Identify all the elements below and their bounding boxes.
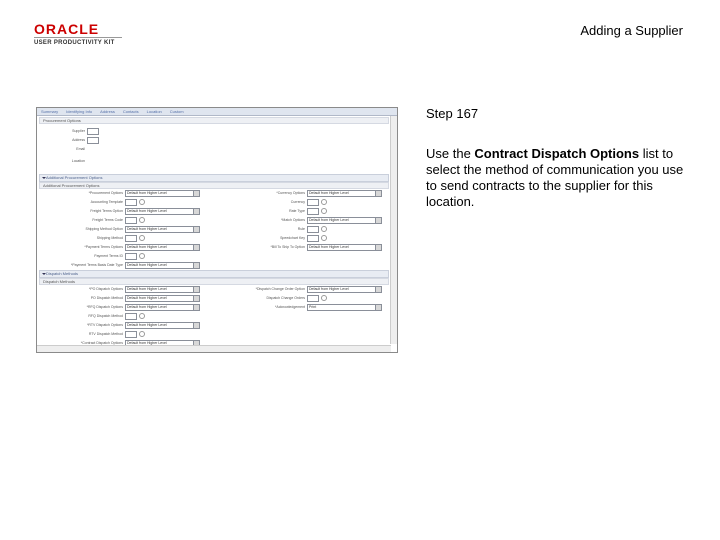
- field-label: Currency: [290, 200, 305, 204]
- section-label: Additional Procurement Options: [46, 175, 103, 180]
- field-label: RFQ Dispatch Method: [88, 314, 123, 318]
- form-row: [41, 253, 145, 259]
- text-field[interactable]: [125, 253, 137, 260]
- procurement-row-3: Email: [76, 147, 85, 151]
- dispatch-methods-bar-label: Dispatch Methods: [43, 279, 76, 284]
- section-label: Dispatch Methods: [46, 271, 79, 276]
- form-row: [41, 331, 145, 337]
- text-field[interactable]: [125, 331, 137, 338]
- dropdown-select[interactable]: Default from Higher Level: [125, 208, 200, 215]
- instruction-pre: Use the: [426, 146, 475, 161]
- screenshot-tab[interactable]: Identifying Info: [66, 109, 93, 114]
- logo-subtitle: USER PRODUCTIVITY KIT: [34, 40, 115, 46]
- field-label: Shipping Method Option: [85, 227, 123, 231]
- logo-oracle-text: ORACLE: [34, 21, 100, 37]
- lookup-icon[interactable]: [139, 217, 145, 223]
- instruction-post: list to select the method of communication you use to send contracts to the supplier for this location.: [426, 146, 684, 209]
- lookup-icon[interactable]: [321, 208, 327, 214]
- field-label: Speedchart Key: [280, 236, 305, 240]
- lookup-icon[interactable]: [321, 226, 327, 232]
- dropdown-select[interactable]: Default from Higher Level: [307, 244, 382, 251]
- dropdown-select[interactable]: Default from Higher Level: [125, 244, 200, 251]
- text-field[interactable]: [125, 313, 137, 320]
- field-label: *RFQ Dispatch Options: [86, 305, 123, 309]
- procurement-row-2: Address: [63, 137, 99, 143]
- form-row: [41, 217, 145, 223]
- field-label: *Contract Dispatch Options: [80, 341, 123, 345]
- form-row: [41, 226, 200, 232]
- lookup-icon[interactable]: [139, 199, 145, 205]
- field-label: *Payment Terms Basis Date Type: [70, 263, 123, 267]
- form-row: [41, 304, 200, 310]
- instruction-panel: [426, 106, 686, 210]
- field-label: *Match Options: [281, 218, 305, 222]
- form-row: [41, 322, 200, 328]
- procurement-row-4: Location: [71, 159, 85, 163]
- form-row: [217, 244, 382, 250]
- dropdown-select[interactable]: Default from Higher Level: [125, 226, 200, 233]
- dropdown-select[interactable]: Default from Higher Level: [125, 262, 200, 269]
- additional-procurement-options-section[interactable]: [39, 174, 389, 182]
- form-row: [41, 313, 145, 319]
- form-row: [41, 208, 200, 214]
- screenshot-tab[interactable]: Location: [146, 109, 162, 114]
- dropdown-select[interactable]: Default from Higher Level: [307, 286, 382, 293]
- form-row: [217, 226, 327, 232]
- application-screenshot: [36, 107, 398, 353]
- form-row: [217, 190, 382, 196]
- screenshot-tab[interactable]: Address: [100, 109, 115, 114]
- lookup-icon[interactable]: [321, 235, 327, 241]
- dropdown-select[interactable]: Default from Higher Level: [125, 295, 200, 302]
- field-label: Dispatch Change Orders: [266, 296, 305, 300]
- dropdown-select[interactable]: Print: [307, 304, 382, 311]
- field-label: Payment Terms ID: [94, 254, 123, 258]
- text-field[interactable]: [307, 235, 319, 242]
- step-number: Step 167: [426, 106, 479, 121]
- dropdown-select[interactable]: Default from Higher Level: [125, 322, 200, 329]
- procurement-row-1: Supplier: [63, 128, 99, 134]
- screenshot-tab-bar: [37, 108, 397, 116]
- field-label: Accounting Template: [90, 200, 123, 204]
- field-label: Freight Terms Code: [92, 218, 123, 222]
- field-label: *Acknowledgement: [275, 305, 305, 309]
- horizontal-scrollbar[interactable]: [37, 345, 391, 352]
- form-row: [217, 304, 382, 310]
- text-field[interactable]: [125, 199, 137, 206]
- text-field[interactable]: [307, 226, 319, 233]
- form-row: [41, 244, 200, 250]
- text-field[interactable]: [125, 235, 137, 242]
- lookup-icon[interactable]: [321, 295, 327, 301]
- form-row: [217, 199, 327, 205]
- form-row: [41, 190, 200, 196]
- field-label: *Procurement Options: [88, 191, 123, 195]
- field-label: *RTV Dispatch Options: [87, 323, 123, 327]
- additional-procurement-bar-label: Additional Procurement Options: [43, 183, 100, 188]
- screenshot-tab[interactable]: Custom: [169, 109, 184, 114]
- text-field[interactable]: [307, 199, 319, 206]
- form-row: [41, 235, 145, 241]
- field-label: PO Dispatch Method: [90, 296, 123, 300]
- form-row: [217, 217, 382, 223]
- dropdown-select[interactable]: Default from Higher Level: [125, 340, 200, 347]
- field-label: Rate Type: [289, 209, 305, 213]
- procurement-options-bar-label: Procurement Options: [43, 118, 81, 123]
- form-row: [217, 286, 382, 292]
- field-label: Shipping Method: [96, 236, 123, 240]
- dispatch-methods-bar: [39, 278, 389, 285]
- dropdown-select[interactable]: Default from Higher Level: [307, 217, 382, 224]
- additional-procurement-bar: [39, 182, 389, 189]
- dropdown-select[interactable]: Default from Higher Level: [307, 190, 382, 197]
- vertical-scrollbar[interactable]: [390, 116, 397, 344]
- form-row: [41, 286, 200, 292]
- text-field[interactable]: [307, 208, 319, 215]
- screenshot-tab[interactable]: Contacts: [122, 109, 139, 114]
- field-label: *Payment Terms Options: [84, 245, 123, 249]
- page-title: Adding a Supplier: [580, 23, 683, 38]
- form-row: [217, 208, 327, 214]
- form-row: [41, 199, 145, 205]
- form-row: [41, 295, 200, 301]
- instruction-field-name: Contract Dispatch Options: [474, 146, 640, 161]
- oracle-upk-logo: [34, 22, 126, 46]
- lookup-icon[interactable]: [139, 313, 145, 319]
- text-field[interactable]: [307, 295, 319, 302]
- lookup-icon[interactable]: [139, 253, 145, 259]
- field-label: RTV Dispatch Method: [88, 332, 123, 336]
- field-label: *Dispatch Change Order Option: [255, 287, 305, 291]
- text-field[interactable]: [125, 217, 137, 224]
- field-label: Rule: [297, 227, 305, 231]
- dropdown-select[interactable]: Default from Higher Level: [125, 286, 200, 293]
- logo-divider: [34, 37, 122, 38]
- lookup-icon[interactable]: [139, 235, 145, 241]
- dropdown-select[interactable]: Default from Higher Level: [125, 304, 200, 311]
- field-label: Freight Terms Option: [90, 209, 123, 213]
- form-row: [217, 295, 327, 301]
- dispatch-methods-section[interactable]: [39, 270, 389, 278]
- form-row: [217, 235, 327, 241]
- form-row: [41, 262, 200, 268]
- dropdown-select[interactable]: Default from Higher Level: [125, 190, 200, 197]
- screenshot-tab[interactable]: Summary: [41, 109, 59, 114]
- field-label: *PO Dispatch Options: [88, 287, 123, 291]
- lookup-icon[interactable]: [139, 331, 145, 337]
- instruction-text: [426, 146, 686, 210]
- field-label: *Currency Options: [276, 191, 305, 195]
- procurement-options-bar: [39, 117, 389, 124]
- field-label: *Bill To Ship To Option: [270, 245, 305, 249]
- lookup-icon[interactable]: [321, 199, 327, 205]
